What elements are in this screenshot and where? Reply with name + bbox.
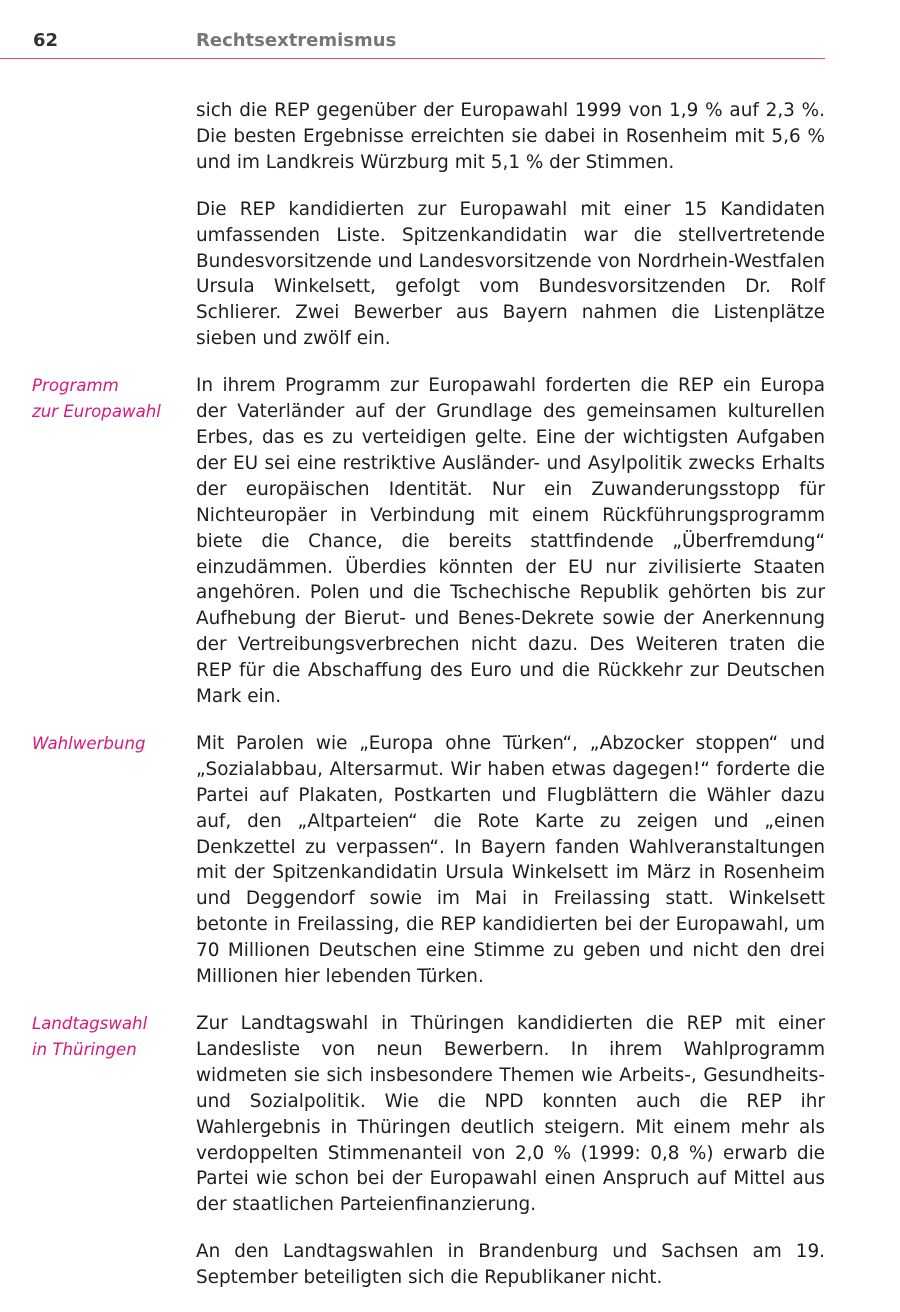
body-text	[32, 98, 825, 1312]
paragraph	[196, 1239, 825, 1291]
paragraph-text: sich die REP gegenüber der Europawahl 1999 von 1,9 % auf 2,3 %. Die besten Ergebnisse erreichten sie dabei in Rosenheim mit 5,6 % und im Landkreis Würzburg mit 5,1 % der Stimmen.	[196, 100, 825, 173]
margin-note-line: Wahlwerbung	[32, 733, 146, 753]
paragraph-text: An den Landtagswahlen in Brandenburg und Sachsen am 19. September beteiligten sich die Republikaner nicht.	[196, 1241, 825, 1289]
paragraph	[196, 98, 825, 176]
margin-note-line: zur Europawahl	[32, 402, 161, 422]
paragraph-text: Mit Parolen wie „Europa ohne Türken“, „Abzocker stoppen“ und „Sozialabbau, Altersarmut. Wir haben etwas dagegen!“ forderte die Partei auf Plakaten, Postkarten und Flugblättern die Wähler dazu auf, den „Altparteien“ die Rote Karte zu zeigen und „einen Denkzettel zu verpassen“. In Bayern fanden Wahlveranstaltungen mit der Spitzenkandidatin Ursula Winkelsett im März in Rosenheim und Deggendorf sowie im Mai in Freilassing statt. Winkelsett betonte in Freilassing, die REP kandidierten bei der Europawahl, um 70 Millionen Deutschen eine Stimme zu geben und nicht den drei Millionen hier lebenden Türken.	[196, 732, 825, 988]
paragraph	[32, 373, 825, 710]
margin-note-line: Programm	[32, 376, 119, 396]
paragraph	[32, 1011, 825, 1218]
paragraph-text: Die REP kandidierten zur Europawahl mit einer 15 Kandidaten umfassenden Liste. Spitzenkandidatin war die stellvertretende Bundesvorsitzende und Landesvorsitzende von Nordrhein-Westfalen Ursula Winkelsett, gefolgt vom Bundesvorsitzenden Dr. Rolf Schlierer. Zwei Bewerber aus Bayern nahmen die Listenplätze sieben und zwölf ein.	[196, 198, 825, 350]
margin-note	[32, 373, 182, 425]
margin-note-line: in Thüringen	[32, 1040, 137, 1059]
margin-note	[32, 1011, 182, 1063]
margin-note-line: Landtagswahl	[32, 1014, 148, 1033]
page-header	[0, 0, 825, 59]
paragraph	[32, 731, 825, 990]
paragraph	[196, 197, 825, 352]
paragraph-text: In ihrem Programm zur Europawahl forderten die REP ein Europa der Vaterländer auf der Grundlage des gemeinsamen kulturellen Erbes, das es zu verteidigen gelte. Eine der wichtigsten Aufgaben der EU sei eine restriktive Ausländer- und Asylpolitik zwecks Erhalts der europäischen Identität. Nur ein Zuwanderungsstopp für Nichteuropäer in Verbindung mit einem Rückführungsprogramm biete die Chance, die bereits stattfindende „Überfremdung“ einzudämmen. Überdies könnten der EU nur zivilisierte Staaten angehören. Polen und die Tschechische Republik gehörten bis zur Aufhebung der Bierut- und Benes-Dekrete sowie der Anerkennung der Vertreibungsverbrechen nicht dazu. Des Weiteren traten die REP für die Abschaffung des Euro und die Rückkehr zur Deutschen Mark ein.	[196, 375, 825, 708]
page-number: 62	[33, 30, 59, 51]
paragraph-text: Zur Landtagswahl in Thüringen kandidierten die REP mit einer Landesliste von neun Bewerbern. In ihrem Wahlprogramm widmeten sie sich insbesondere Themen wie Arbeits-, Gesundheits- und Sozialpolitik. Wie die NPD konnten auch die REP ihr Wahlergebnis in Thüringen deutlich steigern. Mit einem mehr als verdoppelten Stimmenanteil von 2,0 % (1999: 0,8 %) erwarb die Partei wie schon bei der Europawahl einen Anspruch auf Mittel aus der staatlichen Parteienfinanzierung.	[196, 1013, 825, 1216]
margin-note	[32, 731, 182, 757]
running-title: Rechtsextremismus	[196, 30, 397, 51]
